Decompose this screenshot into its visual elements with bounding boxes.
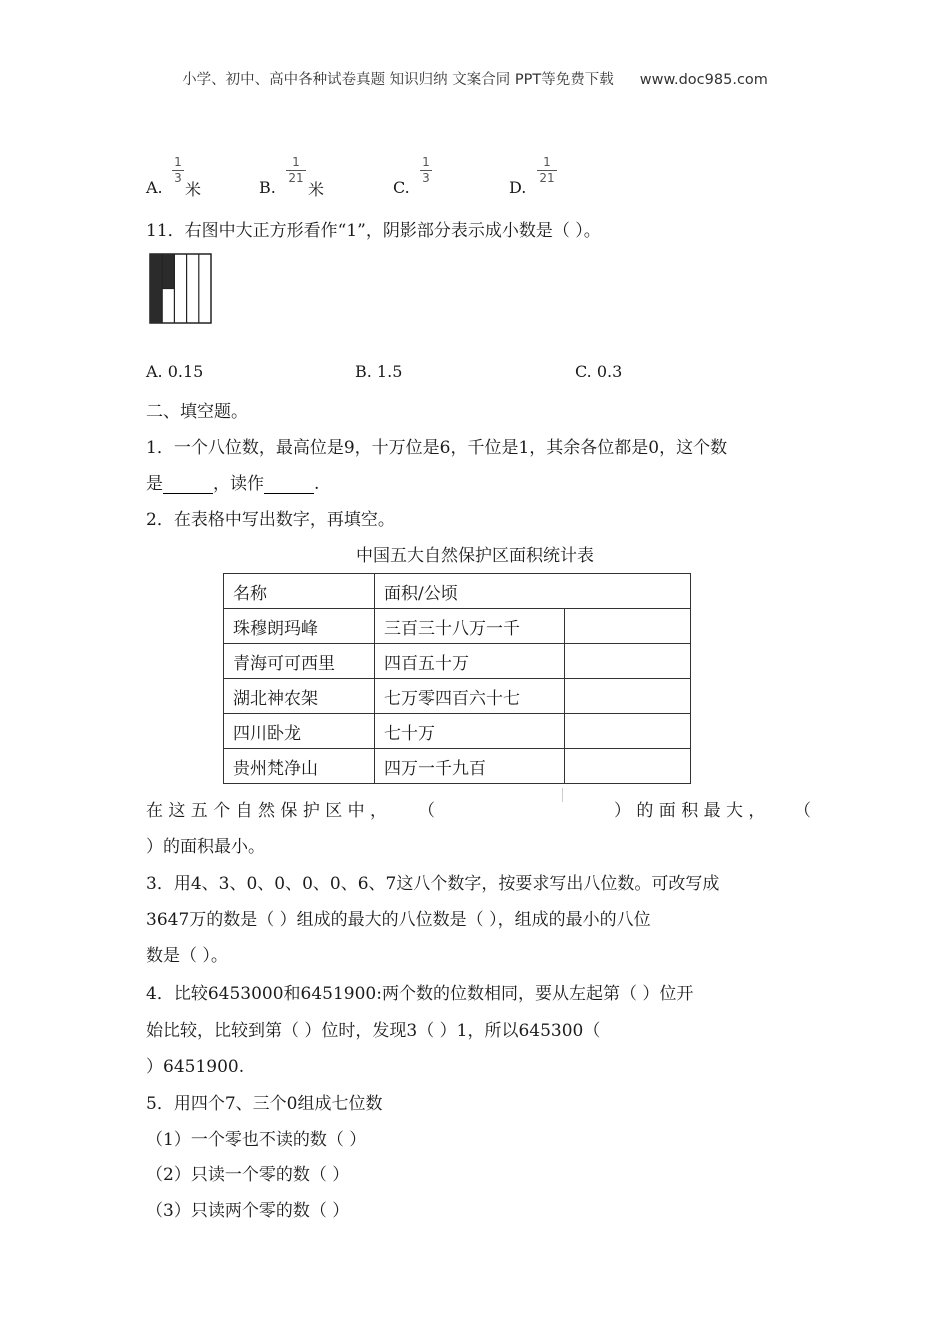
table-cell-area: 三百三十八万一千 (375, 609, 565, 644)
q11-square-figure (149, 253, 212, 324)
f1-text-c: . (314, 474, 320, 494)
table-header-row (224, 574, 691, 609)
table-cell-answer[interactable] (565, 749, 691, 784)
header-text: 小学、初中、高中各种试卷真题 知识归纳 文案合同 PPT等免费下载 (182, 72, 614, 88)
f1-text-b: ，读作 (213, 474, 264, 494)
table-cell-answer[interactable] (565, 714, 691, 749)
answer-blank[interactable] (163, 476, 213, 494)
fraction-numerator: 1 (292, 155, 300, 169)
f5-item: （3）只读两个零的数（ ） (146, 1201, 350, 1221)
table-header-cell: 面积/公顷 (375, 574, 565, 609)
q10-option-b-unit: 米 (308, 180, 325, 199)
q10-option-d-fraction (537, 156, 557, 185)
table-divider-tail (562, 788, 563, 802)
q10-option-c-fraction (420, 156, 432, 185)
f4-line1: 4．比较6453000和6451900:两个数的位数相同，要从左起第（ ）位开 (146, 984, 694, 1004)
f5-item: （2）只读一个零的数（ ） (146, 1165, 350, 1185)
table-cell-name: 青海可可西里 (224, 644, 375, 679)
fraction-denominator: 21 (288, 171, 304, 185)
f2-after-d: （ (794, 801, 811, 821)
table-cell-area: 七万零四百六十七 (375, 679, 565, 714)
table-row (224, 749, 691, 784)
section-title: 二、填空题。 (146, 402, 248, 422)
f1-line1: 1．一个八位数，最高位是9，十万位是6，千位是1，其余各位都是0，这个数 (146, 438, 728, 458)
fraction-denominator: 21 (539, 171, 555, 185)
table-row (224, 714, 691, 749)
f4-line3: ）6451900. (146, 1057, 245, 1077)
f3-line1: 3．用4、3、0、0、0、0、6、7这八个数字，按要求写出八位数。可改写成 (146, 874, 720, 894)
f2-after-line2: ）的面积最小。 (146, 837, 265, 857)
table-caption: 中国五大自然保护区面积统计表 (356, 546, 594, 566)
q11-option-b: B. 1.5 (355, 362, 403, 381)
table-cell-answer[interactable] (565, 679, 691, 714)
table-header-cell (565, 574, 691, 609)
table-cell-area: 七十万 (375, 714, 565, 749)
f5-item: （1）一个零也不读的数（ ） (146, 1130, 367, 1150)
table-cell-name: 湖北神农架 (224, 679, 375, 714)
table-cell-name: 珠穆朗玛峰 (224, 609, 375, 644)
f3-line2: 3647万的数是（ ）组成的最大的八位数是（ ），组成的最小的八位 (146, 910, 651, 930)
f2-after-c: ） 的 面 积 最 大 ， (614, 801, 766, 821)
table-cell-name: 四川卧龙 (224, 714, 375, 749)
table-cell-answer[interactable] (565, 644, 691, 679)
header-site: www.doc985.com (639, 72, 768, 88)
figure-shaded-half-column (162, 254, 174, 289)
q10-option-d-letter: D. (509, 178, 527, 197)
f3-line3: 数是（ ）。 (146, 946, 228, 966)
fraction-denominator: 3 (422, 171, 430, 185)
q11-stem: 11．右图中大正方形看作“1”，阴影部分表示成小数是（ ）。 (146, 221, 601, 241)
q10-option-c-letter: C. (393, 178, 410, 197)
table-row (224, 644, 691, 679)
fraction-numerator: 1 (174, 155, 182, 169)
reserve-area-table (223, 573, 691, 784)
q10-option-a-unit: 米 (185, 180, 202, 199)
table-cell-area: 四百五十万 (375, 644, 565, 679)
table-row (224, 679, 691, 714)
table-cell-answer[interactable] (565, 609, 691, 644)
table-cell-area: 四万一千九百 (375, 749, 565, 784)
f2-after-a: 在 这 五 个 自 然 保 护 区 中 ， (146, 801, 388, 821)
q10-option-b-fraction (286, 156, 306, 185)
q11-option-c: C. 0.3 (575, 362, 623, 381)
f5-stem: 5．用四个7、三个0组成七位数 (146, 1094, 383, 1114)
f2-stem: 2．在表格中写出数字，再填空。 (146, 510, 395, 530)
table-cell-name: 贵州梵净山 (224, 749, 375, 784)
q10-option-a-letter: A. (146, 178, 163, 197)
q10-option-a-fraction (172, 156, 184, 185)
f4-line2: 始比较，比较到第（ ）位时，发现3（ ）1，所以645300（ (146, 1021, 601, 1041)
fraction-numerator: 1 (543, 155, 551, 169)
answer-blank[interactable] (264, 476, 314, 494)
figure-shaded-column (150, 254, 162, 323)
f1-line2 (146, 469, 319, 494)
f2-after-b: （ (418, 801, 435, 821)
q10-option-b-letter: B. (259, 178, 276, 197)
q11-option-a: A. 0.15 (146, 362, 204, 381)
fraction-denominator: 3 (174, 171, 182, 185)
fraction-numerator: 1 (422, 155, 430, 169)
table-header-cell: 名称 (224, 574, 375, 609)
table-row (224, 609, 691, 644)
f1-text-a: 是 (146, 474, 163, 494)
page-header (0, 68, 950, 89)
